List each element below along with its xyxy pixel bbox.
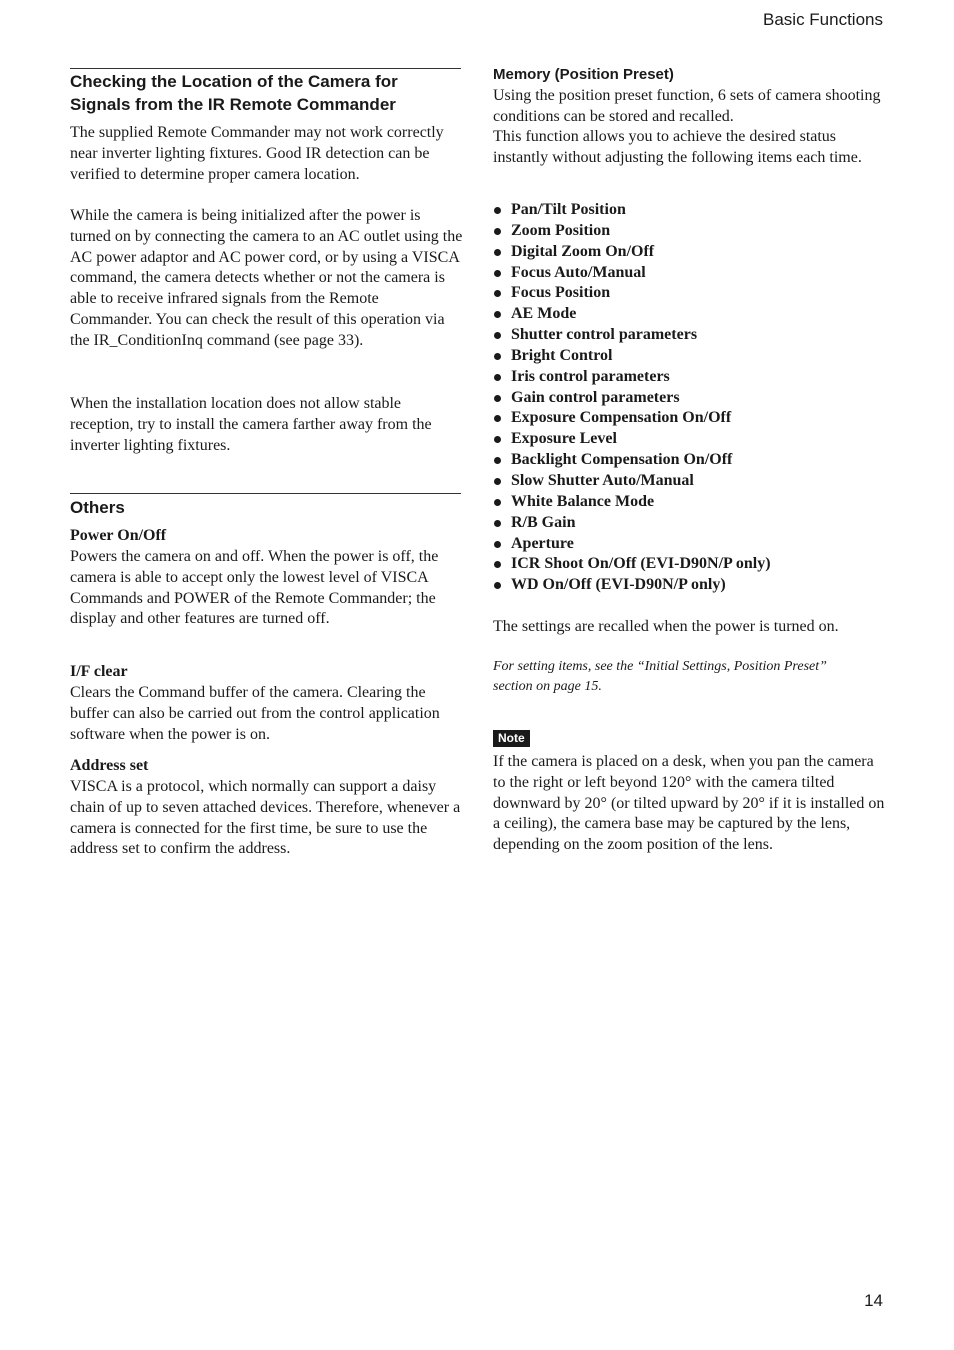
bullet-icon bbox=[494, 541, 501, 548]
bullet-icon bbox=[494, 395, 501, 402]
running-header: Basic Functions bbox=[763, 10, 883, 29]
memory-heading: Memory (Position Preset) bbox=[493, 66, 674, 83]
bullet-icon bbox=[494, 415, 501, 422]
bullet-icon bbox=[494, 270, 501, 277]
preset-item-label: Gain control parameters bbox=[511, 388, 680, 406]
list-item bbox=[493, 200, 885, 221]
bullet-icon bbox=[494, 249, 501, 256]
list-item bbox=[493, 367, 885, 388]
preset-item-label: Slow Shutter Auto/Manual bbox=[511, 471, 694, 489]
bullet-icon bbox=[494, 228, 501, 235]
note-badge-wrapper bbox=[493, 729, 530, 747]
recall-text: The settings are recalled when the power is turned on. bbox=[493, 618, 839, 635]
bullet-icon bbox=[494, 478, 501, 485]
ir-paragraph-1: The supplied Remote Commander may not work correctly near inverter lighting fixtures. Good IR detection can be verified to determine proper camera location. bbox=[70, 124, 444, 183]
bullet-icon bbox=[494, 311, 501, 318]
settings-reference-line2: section on page 15. bbox=[493, 678, 602, 694]
preset-item-label: Shutter control parameters bbox=[511, 326, 698, 344]
preset-item-label: ICR Shoot On/Off (EVI-D90N/P only) bbox=[511, 555, 771, 573]
list-item bbox=[493, 242, 885, 263]
ir-section-heading-line1: Checking the Location of the Camera for bbox=[70, 72, 398, 91]
preset-item-label: Iris control parameters bbox=[511, 367, 670, 385]
power-onoff-heading: Power On/Off bbox=[70, 527, 167, 544]
preset-item-label: Backlight Compensation On/Off bbox=[511, 451, 733, 469]
bullet-icon bbox=[494, 582, 501, 589]
preset-item-label: Focus Position bbox=[511, 284, 611, 302]
if-clear-text: Clears the Command buffer of the camera. Clearing the buffer can also be carried out from the control application software when the power is on. bbox=[70, 684, 440, 743]
preset-item-label: White Balance Mode bbox=[511, 492, 655, 510]
preset-item-label: AE Mode bbox=[511, 305, 577, 323]
list-item bbox=[493, 408, 885, 429]
preset-item-label: Bright Control bbox=[511, 346, 613, 364]
list-item bbox=[493, 513, 885, 534]
preset-item-label: R/B Gain bbox=[511, 513, 576, 531]
settings-reference bbox=[493, 657, 885, 696]
bullet-icon bbox=[494, 290, 501, 297]
bullet-icon bbox=[494, 499, 501, 506]
bullet-icon bbox=[494, 457, 501, 464]
preset-item-label: Pan/Tilt Position bbox=[511, 201, 626, 218]
power-onoff-text: Powers the camera on and off. When the power is off, the camera is able to accept only the lowest level of VISCA Commands and POWER of the Remote Commander; the display and other features are turned off. bbox=[70, 548, 439, 628]
bullet-icon bbox=[494, 353, 501, 360]
preset-item-label: Focus Auto/Manual bbox=[511, 263, 646, 281]
preset-item-label: Digital Zoom On/Off bbox=[511, 242, 655, 260]
ir-section-heading-line2: Signals from the IR Remote Commander bbox=[70, 95, 396, 114]
ir-section-heading bbox=[70, 68, 461, 116]
if-clear-heading: I/F clear bbox=[70, 663, 128, 680]
memory-paragraph-1: Using the position preset function, 6 sets of camera shooting conditions can be stored and recalled. bbox=[493, 87, 881, 125]
bullet-icon bbox=[494, 561, 501, 568]
preset-item-label: Aperture bbox=[511, 534, 574, 552]
preset-item-label: Zoom Position bbox=[511, 221, 611, 239]
list-item bbox=[493, 429, 885, 450]
bullet-icon bbox=[494, 332, 501, 339]
list-item bbox=[493, 325, 885, 346]
others-heading: Others bbox=[70, 493, 461, 519]
settings-reference-line1: For setting items, see the “Initial Settings, Position Preset” bbox=[493, 659, 827, 674]
preset-item-label: Exposure Level bbox=[511, 430, 617, 448]
note-badge: Note bbox=[493, 730, 530, 747]
preset-item-label: Exposure Compensation On/Off bbox=[511, 409, 732, 427]
list-item bbox=[493, 492, 885, 513]
list-item bbox=[493, 283, 885, 304]
list-item bbox=[493, 263, 885, 284]
ir-paragraph-3: When the installation location does not allow stable reception, try to install the camera farther away from the inverter lighting fixtures. bbox=[70, 395, 432, 454]
page-number: 14 bbox=[864, 1291, 883, 1310]
ir-paragraph-2: While the camera is being initialized after the power is turned on by connecting the camera to an AC outlet using the AC power adaptor and AC power cord, or by using a VISCA command, the camera detects whether or not the camera is able to receive infrared signals from the Remote Commander. You can check the result of this operation via the IR_ConditionInq command (see page 33). bbox=[70, 207, 463, 349]
list-item bbox=[493, 304, 885, 325]
list-item bbox=[493, 471, 885, 492]
preset-item-label: WD On/Off (EVI-D90N/P only) bbox=[511, 576, 726, 594]
list-item bbox=[493, 554, 885, 575]
list-item bbox=[493, 450, 885, 471]
list-item bbox=[493, 346, 885, 367]
list-item bbox=[493, 534, 885, 555]
address-set-heading: Address set bbox=[70, 757, 149, 774]
list-item bbox=[493, 221, 885, 242]
preset-items-list bbox=[493, 200, 885, 596]
list-item bbox=[493, 575, 885, 596]
bullet-icon bbox=[494, 436, 501, 443]
bullet-icon bbox=[494, 520, 501, 527]
memory-paragraph-2: This function allows you to achieve the desired status instantly without adjusting the following items each time. bbox=[493, 128, 862, 166]
bullet-icon bbox=[494, 374, 501, 381]
list-item bbox=[493, 388, 885, 409]
note-text: If the camera is placed on a desk, when you pan the camera to the right or left beyond 120° with the camera tilted downward by 20° (or tilted upward by 20° if it is installed on a ceiling), the camera base may be captured by the lens, depending on the zoom position of the lens. bbox=[493, 753, 885, 854]
bullet-icon bbox=[494, 207, 501, 214]
address-set-text: VISCA is a protocol, which normally can support a daisy chain of up to seven attached devices. Therefore, whenever a camera is connected for the first time, be sure to use the address set to confirm the address. bbox=[70, 778, 461, 858]
